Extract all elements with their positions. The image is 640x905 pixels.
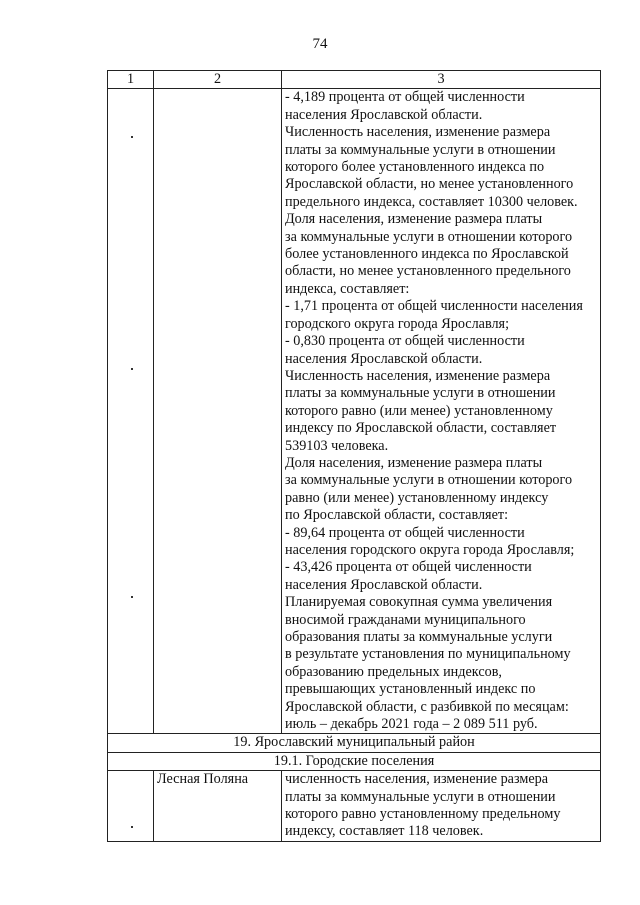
text-line: платы за коммунальные услуги в отношении: [285, 788, 556, 805]
table-header-row: [108, 71, 601, 89]
text-line: июль – декабрь 2021 года – 2 089 511 руб.: [285, 716, 538, 733]
section-heading-row: [108, 734, 601, 752]
scan-speck: [131, 826, 133, 828]
text-line: численность населения, изменение размера: [285, 771, 549, 788]
text-line: области, но менее установленного предельного: [285, 263, 571, 280]
text-line: равно (или менее) установленному индексу: [285, 489, 549, 506]
scan-speck: [131, 136, 133, 138]
text-line: - 4,189 процента от общей численности: [285, 89, 525, 106]
text-line: по Ярославской области, составляет:: [285, 507, 509, 524]
text-line: за коммунальные услуги в отношении которого: [285, 472, 573, 489]
table-row: [108, 771, 601, 842]
text-line: индексу по Ярославской области, составляет: [285, 420, 557, 437]
text-line: более установленного индекса по Ярославской: [285, 246, 569, 263]
row2-col2: Лесная Поляна: [154, 771, 282, 842]
text-line: образованию предельных индексов,: [285, 663, 502, 680]
text-line: Численность населения, изменение размера: [285, 124, 551, 141]
text-line: в результате установления по муниципальному: [285, 646, 571, 663]
row1-col1: [108, 89, 154, 734]
text-line: вносимой гражданами муниципального: [285, 611, 526, 628]
text-line: Доля населения, изменение размера платы: [285, 454, 543, 471]
header-col-2: 2: [154, 71, 282, 89]
text-line: Доля населения, изменение размера платы: [285, 211, 543, 228]
text-line: Численность населения, изменение размера: [285, 367, 551, 384]
scan-speck: [131, 596, 133, 598]
row1-col3: [282, 89, 601, 734]
text-line: Планируемая совокупная сумма увеличения: [285, 594, 553, 611]
header-col-3: 3: [282, 71, 601, 89]
header-col-1: 1: [108, 71, 154, 89]
text-line: образования платы за коммунальные услуги: [285, 629, 553, 645]
text-line: населения городского округа города Ярославля;: [285, 541, 575, 558]
text-line: индексу, составляет 118 человек.: [285, 823, 484, 840]
text-line: - 0,830 процента от общей численности: [285, 333, 525, 350]
text-line: - 89,64 процента от общей численности: [285, 524, 525, 541]
text-line: 539103 человека.: [285, 437, 389, 454]
row2-col1: [108, 771, 154, 842]
text-line: населения Ярославской области.: [285, 350, 483, 367]
text-line: населения Ярославской области.: [285, 576, 483, 593]
text-line: которого равно (или менее) установленному: [285, 402, 553, 419]
row2-col3: [282, 771, 601, 842]
section-heading: 19. Ярославский муниципальный район: [108, 734, 601, 752]
subsection-heading: 19.1. Городские поселения: [108, 752, 601, 770]
row1-col2: [154, 89, 282, 734]
text-line: превышающих установленный индекс по: [285, 681, 536, 698]
subsection-heading-row: [108, 752, 601, 770]
text-line: индекса, составляет:: [285, 280, 410, 297]
text-line: предельного индекса, составляет 10300 человек.: [285, 193, 578, 210]
text-line: которого более установленного индекса по: [285, 159, 545, 176]
text-line: за коммунальные услуги в отношении которого: [285, 228, 573, 245]
document-table: [107, 70, 601, 842]
text-line: населения Ярославской области.: [285, 106, 483, 123]
text-line: платы за коммунальные услуги в отношении: [285, 385, 556, 402]
text-line: - 1,71 процента от общей численности населения: [285, 298, 583, 315]
text-line: которого равно установленному предельному: [285, 806, 561, 823]
page-number: 74: [312, 36, 328, 52]
text-line: Ярославской области, с разбивкой по месяцам:: [285, 698, 569, 715]
text-line: платы за коммунальные услуги в отношении: [285, 141, 556, 158]
table-row: [108, 89, 601, 734]
text-line: - 43,426 процента от общей численности: [285, 559, 532, 576]
scan-speck: [131, 368, 133, 370]
text-line: Ярославской области, но менее установленного: [285, 176, 574, 193]
text-line: городского округа города Ярославля;: [285, 315, 510, 332]
